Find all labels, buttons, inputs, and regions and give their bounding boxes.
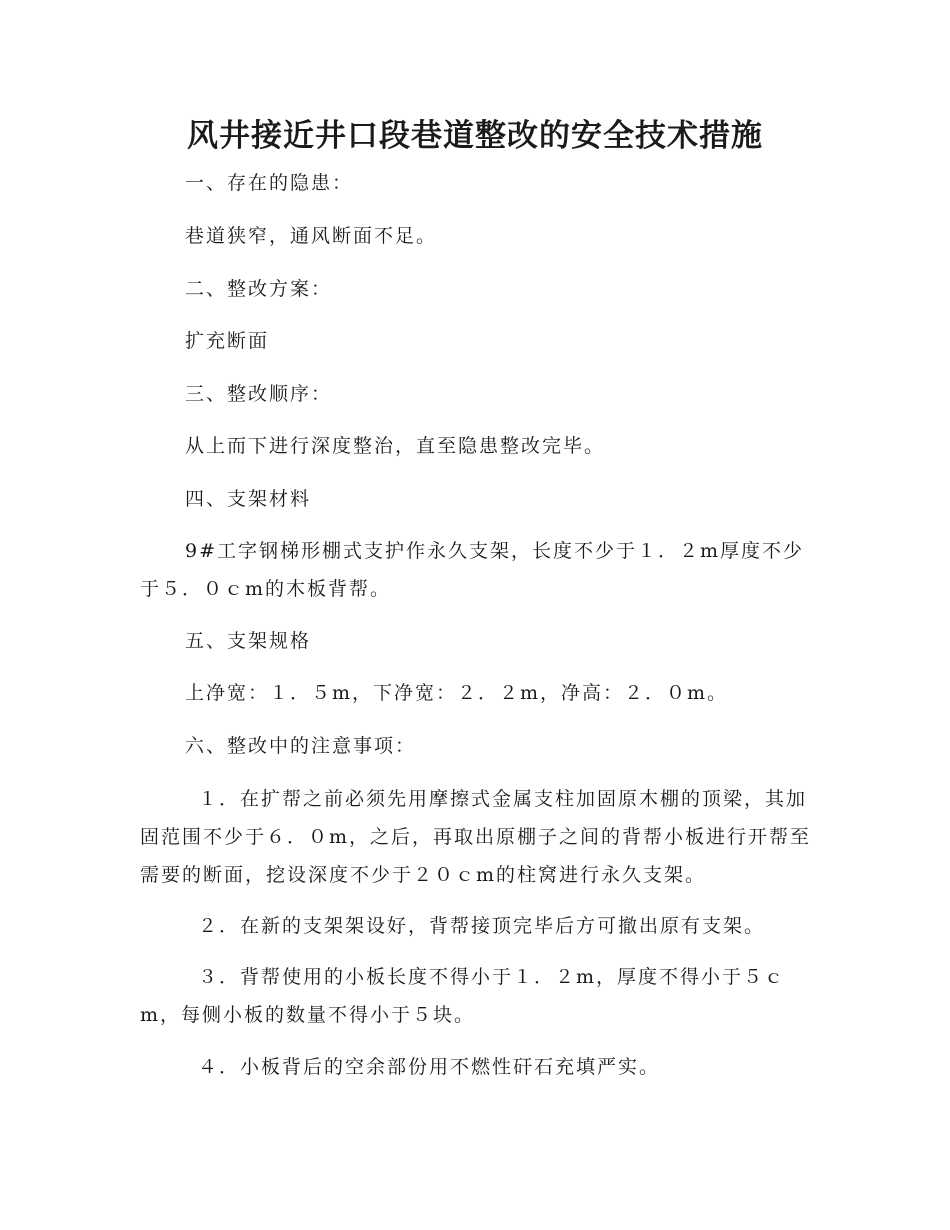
- section-text-materials: 9#工字钢梯形棚式支护作永久支架，长度不少于１．２m厚度不少于５．０ｃm的木板背帮。: [140, 540, 805, 600]
- section-heading-materials: 四、支架材料: [185, 488, 312, 510]
- section-heading-order: 三、整改顺序：: [185, 383, 333, 405]
- precaution-item-4: ４．小板背后的空余部份用不燃性矸石充填严实。: [198, 1056, 661, 1078]
- section-text-plan: 扩充断面: [185, 330, 270, 352]
- precaution-item-3: ３．背帮使用的小板长度不得小于１．２m，厚度不得小于５ｃm，每侧小板的数量不得小于５块。: [140, 966, 786, 1026]
- section-text-specs: 上净宽：１．５m，下净宽：２．２m，净高：２．０m。: [185, 682, 729, 704]
- precaution-item-2: ２．在新的支架架设好，背帮接顶完毕后方可撤出原有支架。: [198, 915, 766, 937]
- section-text-order: 从上而下进行深度整治，直至隐患整改完毕。: [185, 435, 606, 457]
- precaution-item-1: １．在扩帮之前必须先用摩擦式金属支柱加固原木棚的顶梁，其加固范围不少于６．０m，之后，再取出原棚子之间的背帮小板进行开帮至需要的断面，挖设深度不少于２０ｃm的柱窝进行永久支架。: [140, 788, 812, 886]
- section-heading-precautions: 六、整改中的注意事项：: [185, 735, 417, 757]
- document-title: 风井接近井口段巷道整改的安全技术措施: [187, 118, 763, 154]
- section-heading-hazards: 一、存在的隐患：: [185, 172, 354, 194]
- section-heading-specs: 五、支架规格: [185, 630, 312, 652]
- section-text-hazards: 巷道狭窄，通风断面不足。: [185, 225, 438, 247]
- section-heading-plan: 二、整改方案：: [185, 278, 333, 300]
